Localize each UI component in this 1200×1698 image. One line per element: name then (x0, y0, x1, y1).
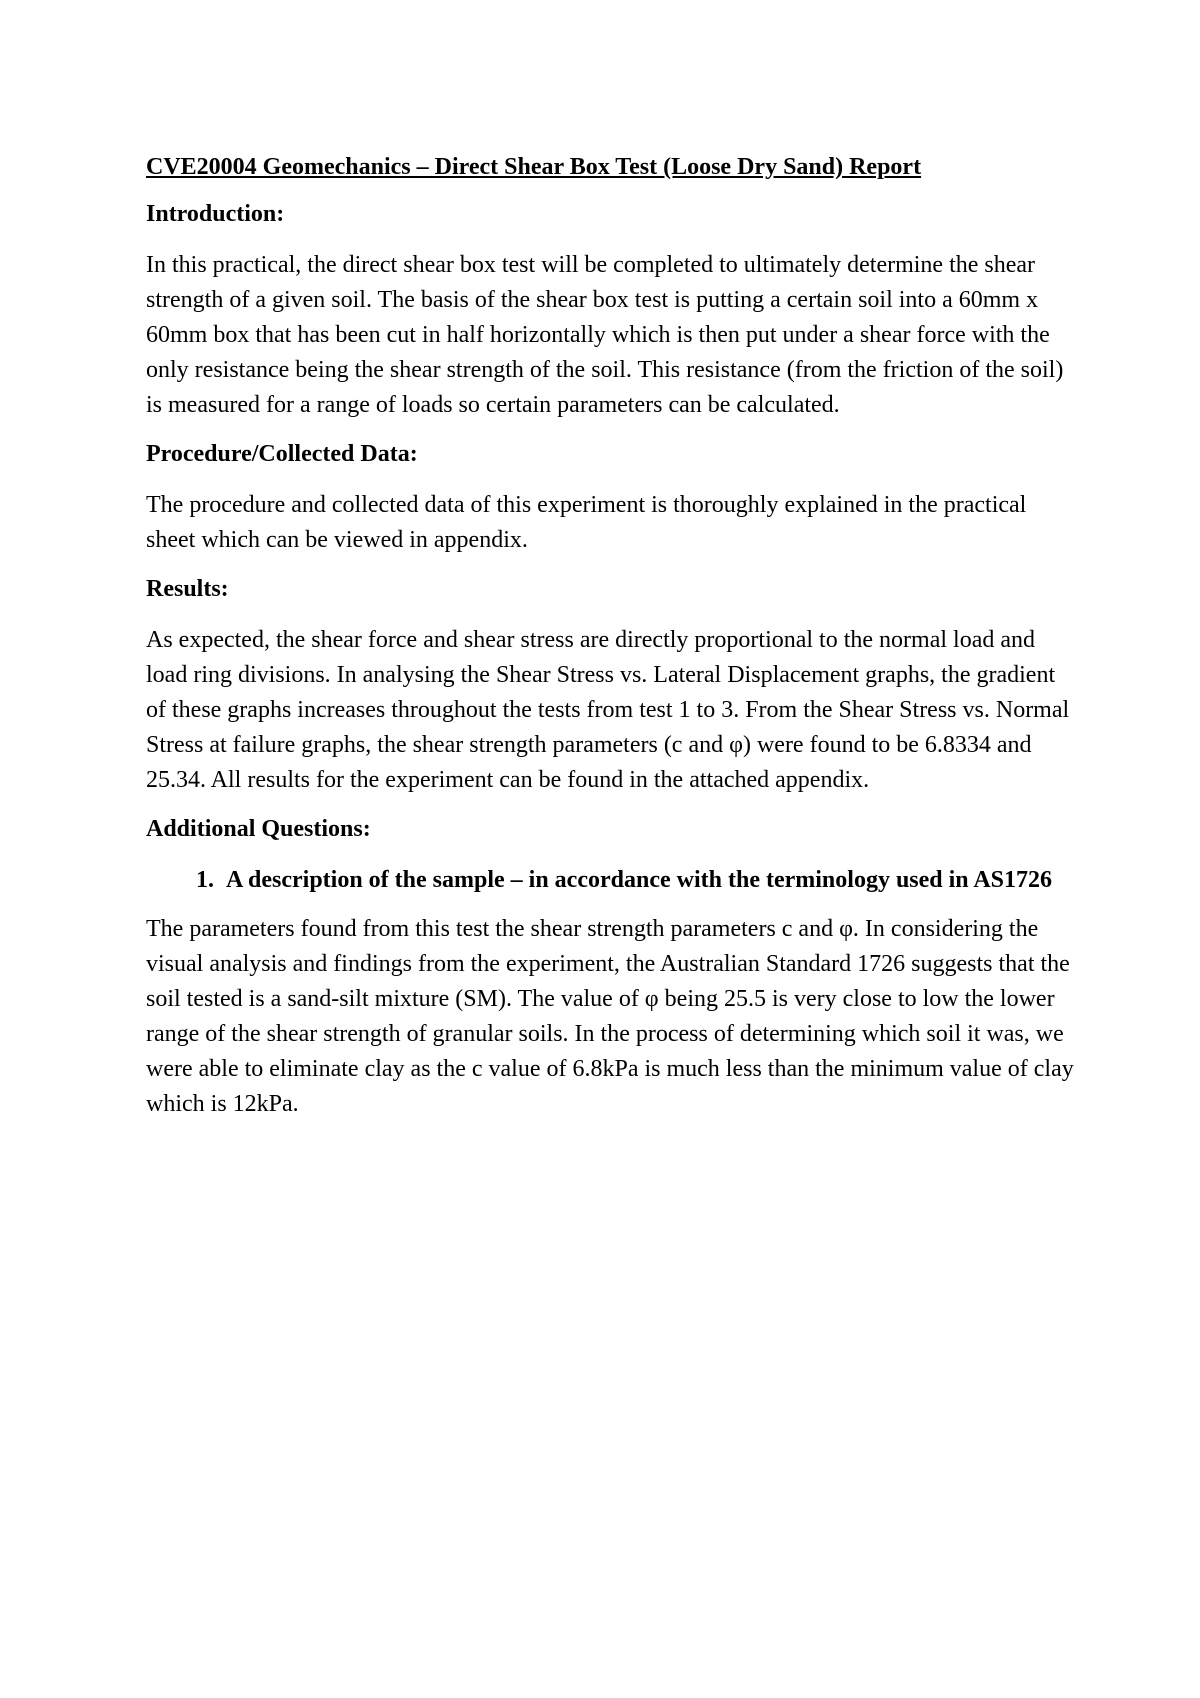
question-list (146, 863, 1076, 898)
question-1-answer: The parameters found from this test the shear strength parameters c and φ. In considering the visual analysis and findings from the experiment, the Australian Standard 1726 suggests that the soil tested is a sand-silt mixture (SM). The value of φ being 25.5 is very close to low the lower range of the shear strength of granular soils. In the process of determining which soil it was, we were able to eliminate clay as the c value of 6.8kPa is much less than the minimum value of clay which is 12kPa. (146, 916, 1074, 1117)
additional-questions-heading: Additional Questions: (146, 816, 371, 842)
document-title: CVE20004 Geomechanics – Direct Shear Box Test (Loose Dry Sand) Report (146, 154, 922, 180)
procedure-heading: Procedure/Collected Data: (146, 441, 418, 467)
introduction-paragraph: In this practical, the direct shear box test will be completed to ultimately determine the shear strength of a given soil. The basis of the shear box test is putting a certain soil into a 60mm x 60mm box that has been cut in half horizontally which is then put under a shear force with the only resistance being the shear strength of the soil. This resistance (from the friction of the soil) is measured for a range of loads so certain parameters can be calculated. (146, 252, 1064, 418)
introduction-heading: Introduction: (146, 201, 285, 227)
results-paragraph: As expected, the shear force and shear stress are directly proportional to the normal load and load ring divisions. In analysing the Shear Stress vs. Lateral Displacement graphs, the gradient of these graphs increases throughout the tests from test 1 to 3. From the Shear Stress vs. Normal Stress at failure graphs, the shear strength parameters (c and φ) were found to be 6.8334 and 25.34. All results for the experiment can be found in the attached appendix. (146, 627, 1070, 793)
results-heading: Results: (146, 576, 229, 602)
procedure-paragraph: The procedure and collected data of this experiment is thoroughly explained in the practical sheet which can be viewed in appendix. (146, 492, 1027, 553)
document-body (146, 150, 1076, 1136)
question-item: 1. A description of the sample – in accordance with the terminology used in AS1726 (220, 863, 1076, 898)
